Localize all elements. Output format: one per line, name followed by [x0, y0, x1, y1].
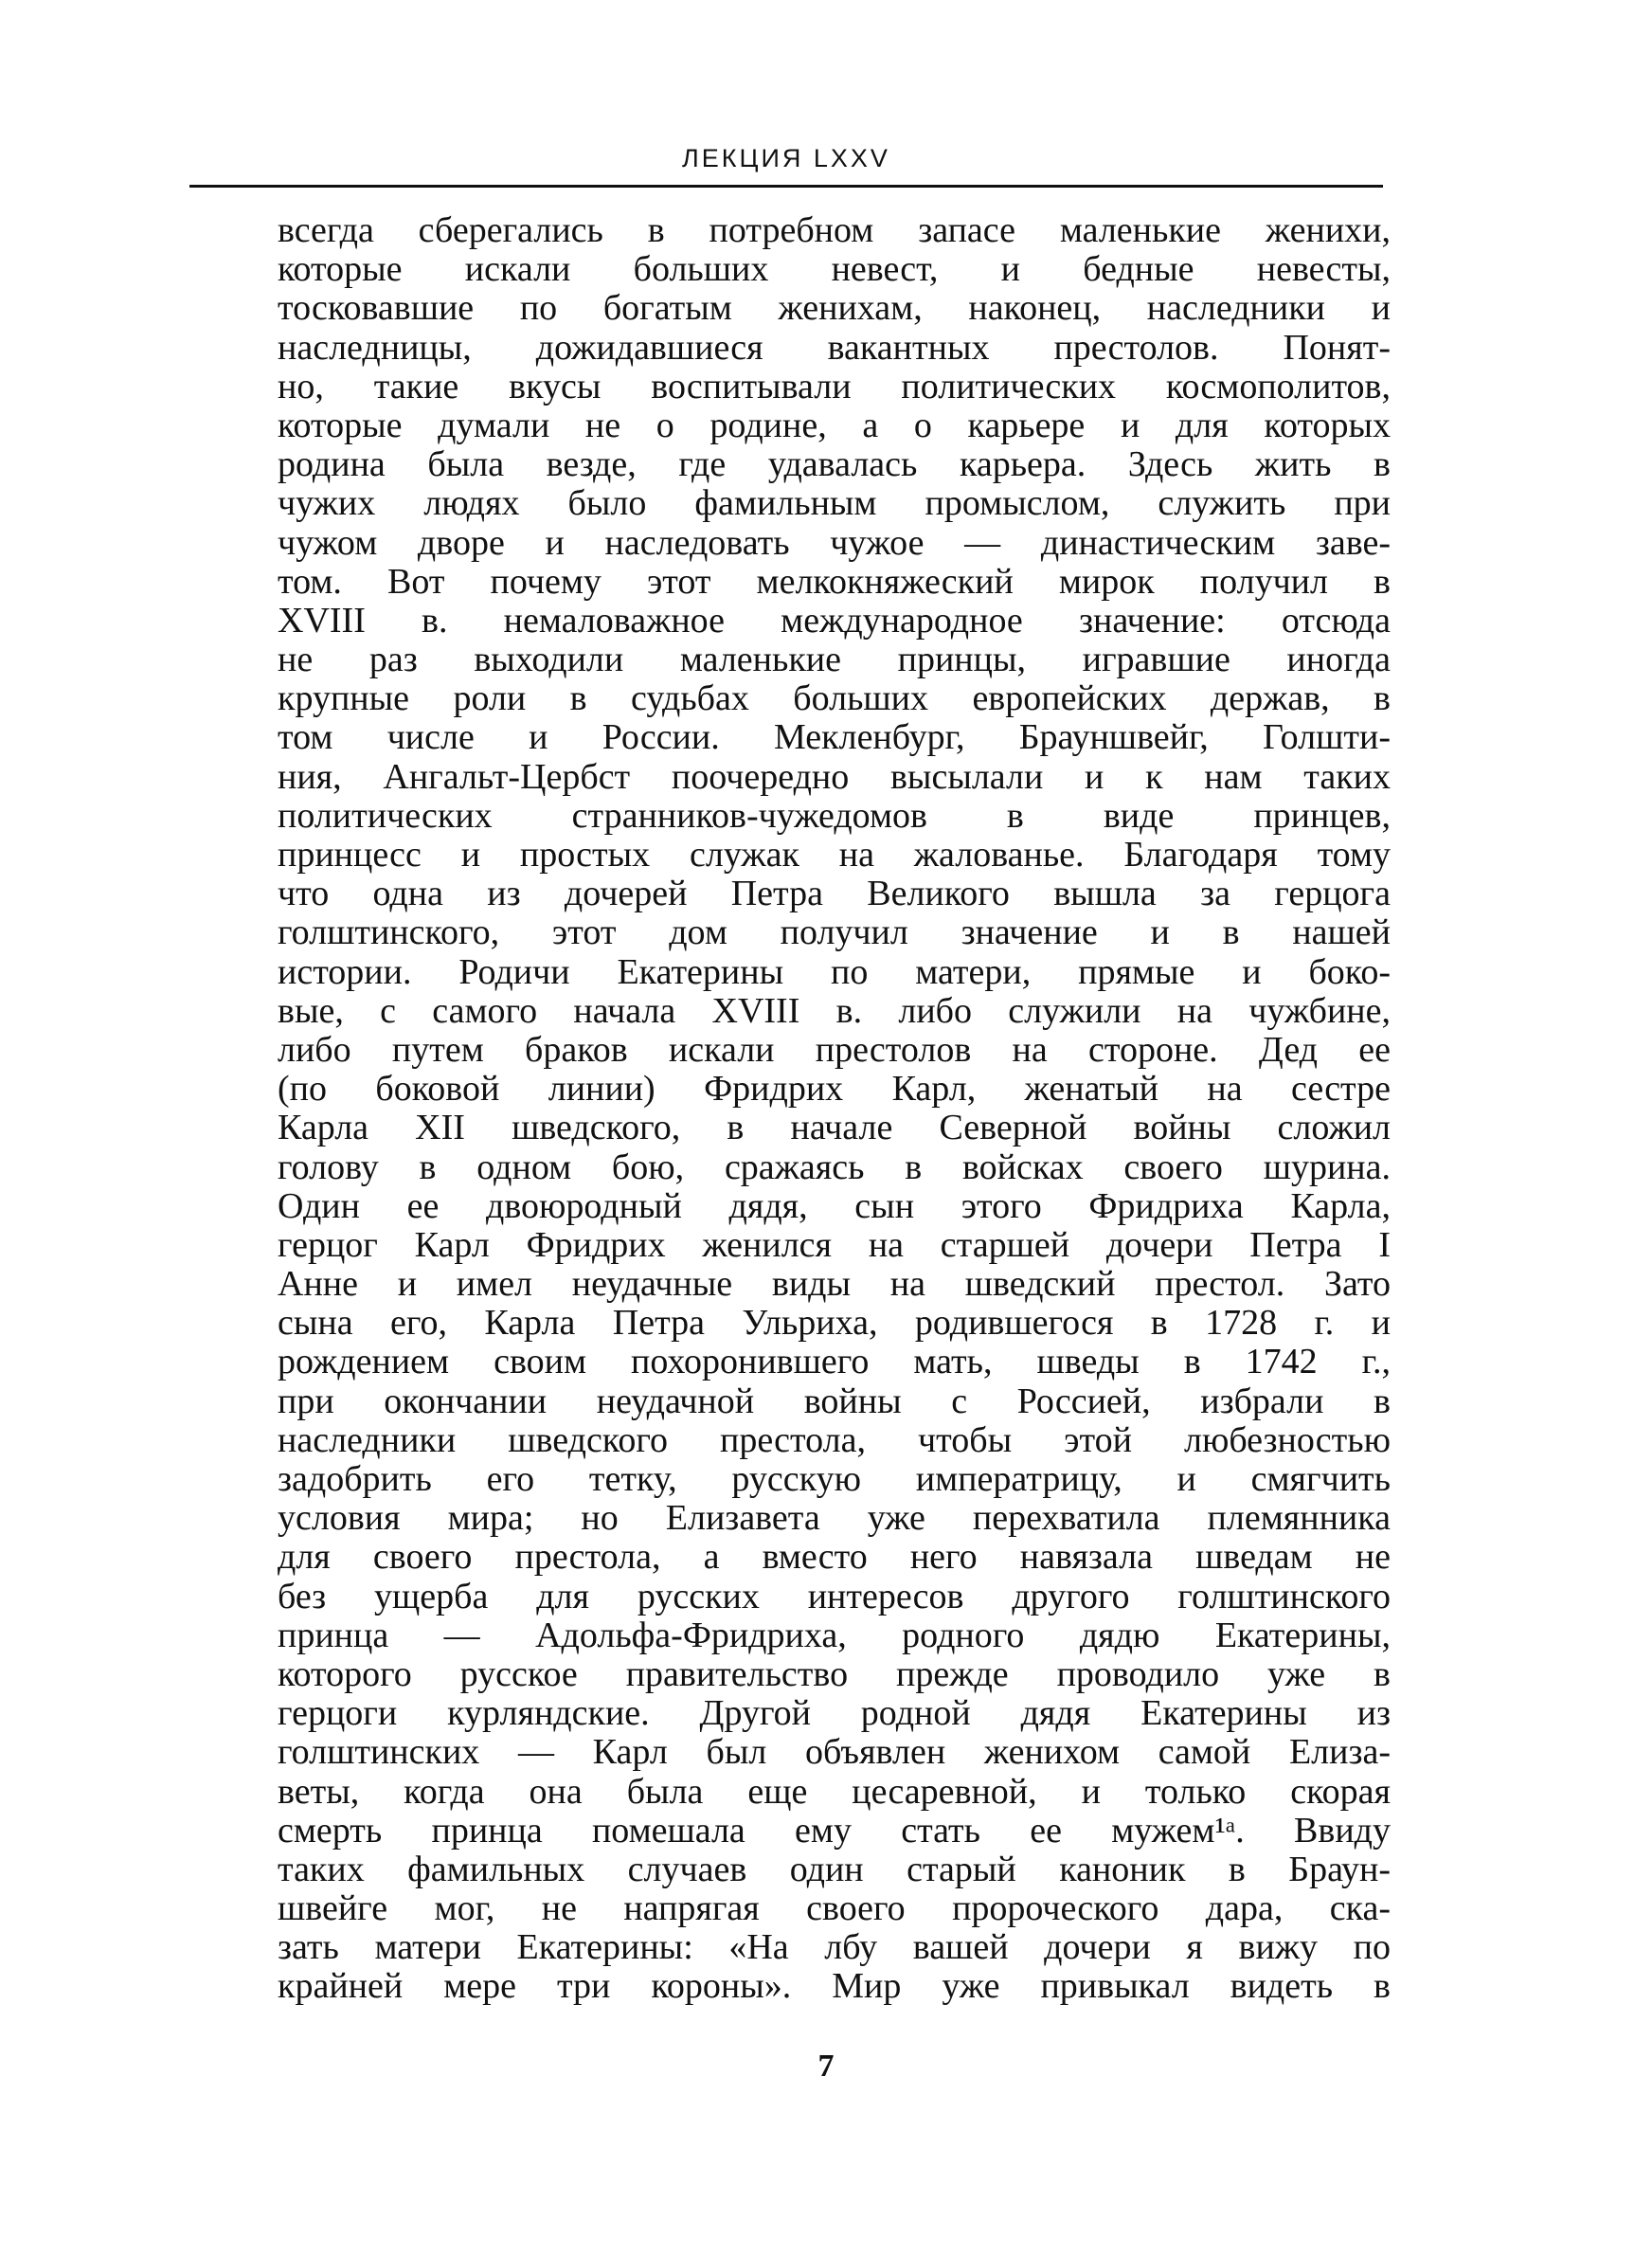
text-line: голштинского, этот дом получил значение и в нашей	[278, 913, 1391, 953]
text-line: для своего престола, а вместо него навязала шведам не	[278, 1538, 1391, 1578]
text-line: Один ее двоюродный дядя, сын этого Фридриха Карла,	[278, 1186, 1391, 1226]
text-line: политических странников-чужедомов в виде принцев,	[278, 796, 1391, 836]
text-line: ния, Ангальт-Цербст поочередно высылали и к нам таких	[278, 757, 1391, 797]
text-line: (по боковой линии) Фридрих Карл, женатый на сестре	[278, 1070, 1391, 1110]
text-line: задобрить его тетку, русскую императрицу, и смягчить	[278, 1460, 1391, 1499]
text-line: рождением своим похоронившего мать, шведы в 1742 г.,	[278, 1343, 1391, 1382]
text-line: зать матери Екатерины: «На лбу вашей дочери я вижу по	[278, 1928, 1391, 1968]
text-line: которые думали не о родине, а о карьере и для которых	[278, 406, 1391, 445]
text-line: голову в одном бою, сражаясь в войсках своего шурина.	[278, 1147, 1391, 1187]
text-line: наследницы, дожидавшиеся вакантных престолов. Понят-	[278, 328, 1391, 368]
text-line: вые, с самого начала XVIII в. либо служили на чужбине,	[278, 991, 1391, 1031]
text-line: веты, когда она была еще цесаревной, и только скорая	[278, 1772, 1391, 1812]
text-line: герцоги курляндские. Другой родной дядя Екатерины из	[278, 1694, 1391, 1734]
text-line: том числе и России. Мекленбург, Брауншвейг, Голшти-	[278, 718, 1391, 758]
text-line: истории. Родичи Екатерины по матери, прямые и боко-	[278, 952, 1391, 992]
text-line: голштинских — Карл был объявлен женихом самой Елиза-	[278, 1733, 1391, 1773]
body-text	[278, 211, 1391, 2007]
text-line: таких фамильных случаев один старый каноник в Браун-	[278, 1850, 1391, 1889]
text-line: которого русское правительство прежде проводило уже в	[278, 1654, 1391, 1694]
text-line: родина была везде, где удавалась карьера. Здесь жить в	[278, 445, 1391, 485]
text-line: крупные роли в судьбах больших европейских держав, в	[278, 679, 1391, 719]
text-line: но, такие вкусы воспитывали политических космополитов,	[278, 367, 1391, 406]
text-line: которые искали больших невест, и бедные невесты,	[278, 250, 1391, 290]
text-line: без ущерба для русских интересов другого голштинского	[278, 1577, 1391, 1616]
text-line: не раз выходили маленькие принцы, игравшие иногда	[278, 641, 1391, 680]
text-line: чужих людях было фамильным промыслом, служить при	[278, 484, 1391, 524]
text-line: Карла XII шведского, в начале Северной войны сложил	[278, 1109, 1391, 1148]
text-line: тосковавшие по богатым женихам, наконец, наследники и	[278, 289, 1391, 329]
running-head: ЛЕКЦИЯ LXXV	[682, 144, 890, 172]
text-line: условия мира; но Елизавета уже перехватила племянника	[278, 1499, 1391, 1539]
text-line: при окончании неудачной войны с Россией, избрали в	[278, 1381, 1391, 1421]
text-line: крайней мере три короны». Мир уже привыкал видеть в	[278, 1967, 1391, 2007]
text-line: XVIII в. немаловажное международное значение: отсюда	[278, 601, 1391, 641]
text-line: швейге мог, не напрягая своего пророческого дара, ска-	[278, 1889, 1391, 1929]
text-line: наследники шведского престола, чтобы этой любезностью	[278, 1420, 1391, 1460]
header-rule	[189, 185, 1383, 188]
text-line: том. Вот почему этот мелкокняжеский мирок получил в	[278, 562, 1391, 602]
text-line: Анне и имел неудачные виды на шведский престол. Зато	[278, 1265, 1391, 1305]
text-line: сына его, Карла Петра Ульриха, родившегося в 1728 г. и	[278, 1304, 1391, 1344]
text-line: принца — Адольфа-Фридриха, родного дядю Екатерины,	[278, 1616, 1391, 1655]
text-line: принцесс и простых служак на жалованье. Благодаря тому	[278, 836, 1391, 875]
text-line: смерть принца помешала ему стать ее мужем¹ᵃ. Ввиду	[278, 1811, 1391, 1851]
text-line: что одна из дочерей Петра Великого вышла за герцога	[278, 875, 1391, 914]
text-line: герцог Карл Фридрих женился на старшей дочери Петра I	[278, 1225, 1391, 1265]
text-line: всегда сберегались в потребном запасе маленькие женихи,	[278, 211, 1391, 250]
text-line: чужом дворе и наследовать чужое — династическим заве-	[278, 523, 1391, 563]
page-number: 7	[817, 2049, 835, 2084]
text-line: либо путем браков искали престолов на стороне. Дед ее	[278, 1030, 1391, 1070]
